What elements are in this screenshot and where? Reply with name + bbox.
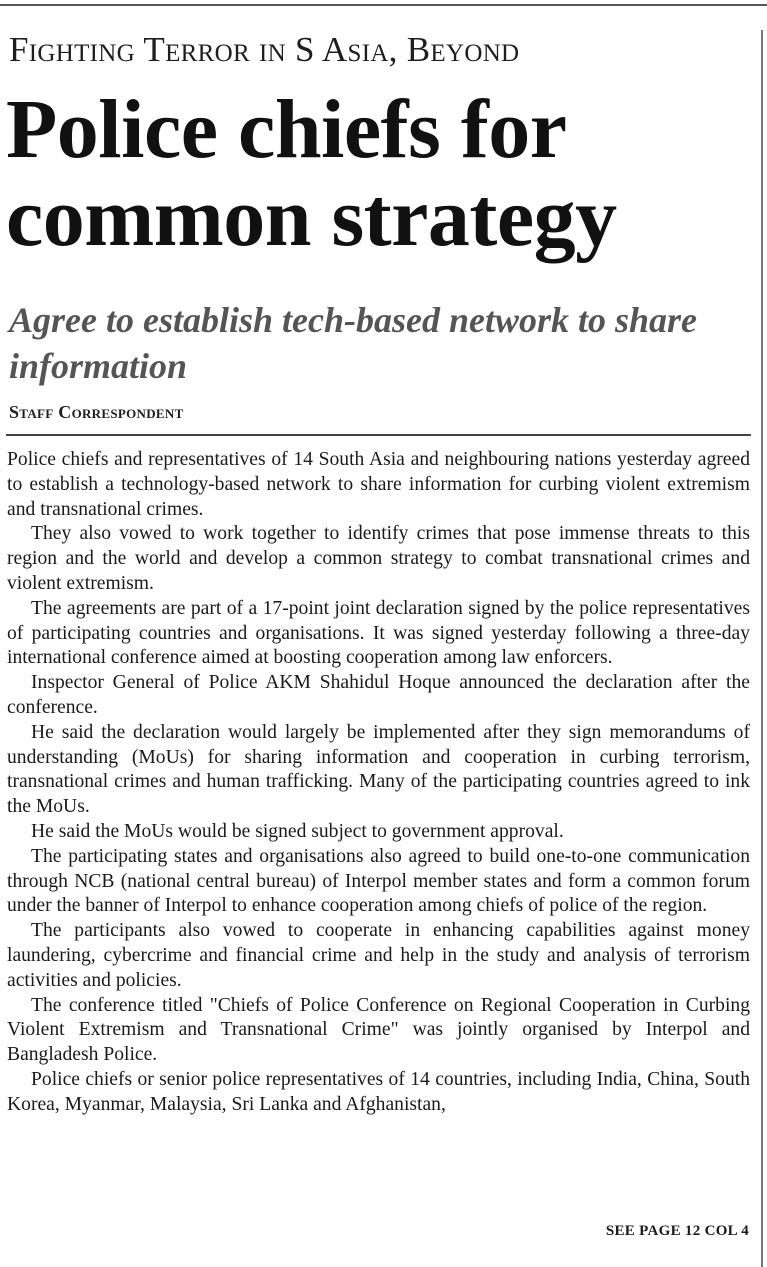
article-paragraph: The participants also vowed to cooperate in enhancing capabilities against money laundering, cybercrime and financial crime and help in the study and analysis of terrorism activities and policies.	[7, 920, 750, 991]
byline: Staff Correspondent	[9, 402, 184, 422]
article-paragraph: Inspector General of Police AKM Shahidul Hoque announced the declaration after the conference.	[7, 672, 750, 718]
article-paragraph: Police chiefs and representatives of 14 South Asia and neighbouring nations yesterday agreed to establish a technology-based network to share information for curbing violent extremism and transnational crimes.	[7, 449, 750, 520]
byline-divider	[6, 434, 751, 436]
subheadline: Agree to establish tech-based network to share information	[9, 300, 698, 386]
headline: Police chiefs for common strategy	[6, 83, 617, 264]
article-paragraph: They also vowed to work together to identify crimes that pose immense threats to this region and the world and develop a common strategy to combat transnational crimes and violent extremism.	[7, 523, 750, 594]
article-paragraph: He said the MoUs would be signed subject to government approval.	[31, 820, 564, 842]
article-paragraph: The agreements are part of a 17-point joint declaration signed by the police representatives of participating countries and organisations. It was signed yesterday following a three-day international conference aimed at boosting cooperation among law enforcers.	[7, 597, 750, 669]
column-rule	[761, 30, 763, 1267]
article-paragraph: He said the declaration would largely be implemented after they sign memorandums of understanding (MoUs) for sharing information and cooperation in curbing terrorism, transnational crimes and human trafficking. Many of the participating countries agreed to ink the MoUs.	[7, 721, 750, 818]
article-paragraph: Police chiefs or senior police representatives of 14 countries, including India, China, South Korea, Myanmar, Malaysia, Sri Lanka and Afghanistan,	[7, 1068, 750, 1115]
kicker: Fighting Terror in S Asia, Beyond	[9, 30, 520, 69]
article-body	[7, 448, 750, 1118]
article-paragraph: The participating states and organisations also agreed to build one-to-one communication through NCB (national central bureau) of Interpol member states and form a common forum under the banner of Interpol to enhance cooperation among chiefs of police of the region.	[7, 845, 750, 917]
top-rule	[0, 4, 767, 6]
continuation-jump: SEE PAGE 12 COL 4	[605, 1223, 749, 1239]
article-paragraph: The conference titled "Chiefs of Police Conference on Regional Cooperation in Curbing Violent Extremism and Transnational Crime" was jointly organised by Interpol and Bangladesh Police.	[7, 994, 750, 1066]
